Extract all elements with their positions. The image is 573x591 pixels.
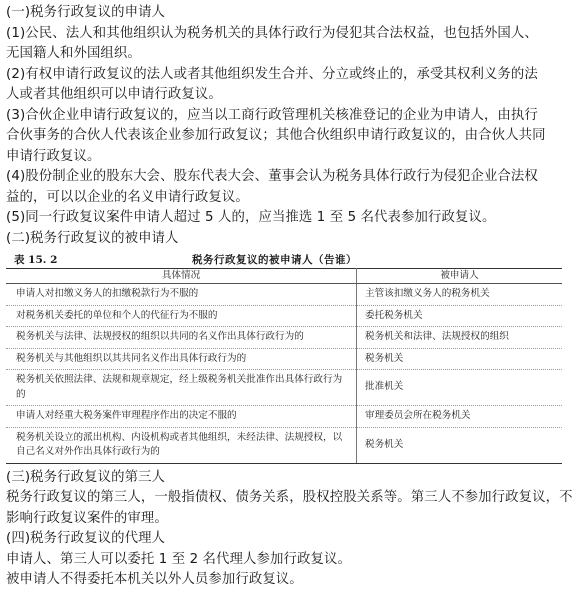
paragraph-line: 申请行政复议。 xyxy=(6,148,101,164)
respondent-cell: 主管该扣缴义务人的税务机关 xyxy=(357,284,563,306)
section-heading-agent: (四)税务行政复议的代理人 xyxy=(6,531,166,546)
respondent-cell: 税务机关 xyxy=(357,427,563,463)
situation-cell: 对税务机关委托的单位和个人的代征行为不服的 xyxy=(6,305,357,327)
paragraph-line: 被申请人不得委托本机关以外人员参加行政复议。 xyxy=(6,572,303,587)
respondent-table-figure xyxy=(6,252,568,464)
paragraph-line: 税务行政复议的第三人，一般指债权、债务关系，股权控股关系等。第三人不参加行政复议，不 xyxy=(6,490,573,505)
table-header-row xyxy=(6,269,562,284)
table-row xyxy=(6,327,562,349)
table-caption xyxy=(6,252,568,268)
table-row xyxy=(6,284,562,306)
situation-cell: 税务机关依照法律、法规和规章规定，经上级税务机关批准作出具体行政行为的 xyxy=(6,370,357,406)
paragraph-line: 申请人、第三人可以委托 1 至 2 名代理人参加行政复议。 xyxy=(6,551,351,567)
section-heading-third-party: (三)税务行政复议的第三人 xyxy=(6,469,166,485)
table-row xyxy=(6,406,562,428)
column-header-respondent: 被申请人 xyxy=(357,269,563,284)
paragraph-line: 合伙事务的合伙人代表该企业参加行政复议；其他合伙组织申请行政复议的，由合伙人共同 xyxy=(6,128,546,143)
paragraph-line: (5)同一行政复议案件申请人超过 5 人的，应当推选 1 至 5 名代表参加行政复议。 xyxy=(6,210,496,225)
respondent-cell: 批准机关 xyxy=(357,370,563,406)
respondent-cell: 税务机关 xyxy=(357,348,563,370)
paragraph-line: (4)股份制企业的股东大会、股东代表大会、董事会认为税务具体行政行为侵犯企业合法权 xyxy=(6,169,538,184)
section-heading-applicant: (一)税务行政复议的申请人 xyxy=(6,5,166,20)
situation-cell: 税务机关与其他组织以其共同名义作出具体行政行为的 xyxy=(6,348,357,370)
paragraph-line: 人或者其他组织可以申请行政复议。 xyxy=(6,87,222,102)
table-row xyxy=(6,348,562,370)
paragraph-line: 益的，可以以企业的名义申请行政复议。 xyxy=(6,189,249,205)
table-row xyxy=(6,370,562,406)
respondent-cell: 委托税务机关 xyxy=(357,305,563,327)
paragraph-line: 影响行政复议案件的审理。 xyxy=(6,510,168,526)
paragraph-line: (3)合伙企业申请行政复议的，应当以工商行政管理机关核准登记的企业为申请人，由执行 xyxy=(6,107,538,123)
situation-cell: 申请人对经重大税务案件审理程序作出的决定不服的 xyxy=(6,406,357,428)
table-row xyxy=(6,305,562,327)
table-row xyxy=(6,427,562,463)
paragraph-line: (1)公民、法人和其他组织认为税务机关的具体行政行为侵犯其合法权益，也包括外国人、 xyxy=(6,25,538,41)
column-header-situation: 具体情况 xyxy=(6,269,357,284)
respondent-table xyxy=(6,268,562,464)
respondent-cell: 审理委员会所在税务机关 xyxy=(357,406,563,428)
situation-cell: 申请人对扣缴义务人的扣缴税款行为不服的 xyxy=(6,284,357,306)
situation-cell: 税务机关设立的派出机构、内设机构或者其他组织，未经法律、法规授权，以自己名义对外作出具体行政行为的 xyxy=(6,427,357,463)
paragraph-line: (2)有权申请行政复议的法人或者其他组织发生合并、分立或终止的，承受其权利义务的法 xyxy=(6,66,538,82)
section-heading-respondent: (二)税务行政复议的被申请人 xyxy=(6,230,179,246)
table-title: 税务行政复议的被申请人（告谁） xyxy=(192,254,357,266)
paragraph-line: 无国籍人和外国组织。 xyxy=(6,46,141,61)
respondent-cell: 税务机关和法律、法规授权的组织 xyxy=(357,327,563,349)
table-number: 表 15. 2 xyxy=(14,254,58,266)
situation-cell: 税务机关与法律、法规授权的组织以共同的名义作出具体行政行为的 xyxy=(6,327,357,349)
